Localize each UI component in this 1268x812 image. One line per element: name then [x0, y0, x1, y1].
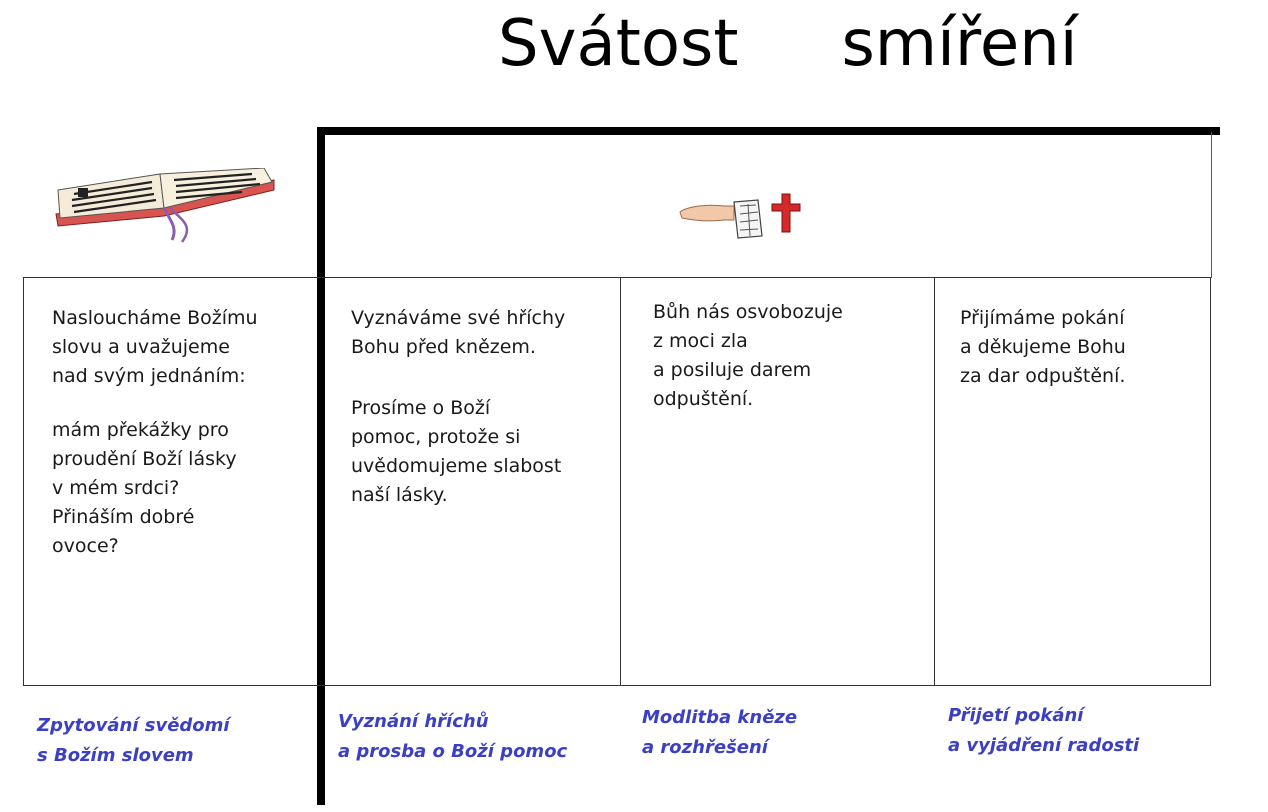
column-divider	[934, 277, 935, 686]
step-4-caption: Přijetí pokání a vyjádření radosti	[948, 705, 1140, 756]
step-2-caption: Vyznání hříchů a prosba o Boží pomoc	[338, 711, 568, 762]
step-2-text-confession: Vyznáváme své hříchy Bohu před knězem.	[351, 307, 566, 358]
priest-hand-icon	[678, 196, 770, 242]
red-cross-icon	[768, 192, 804, 234]
step-1-text-intro: Nasloucháme Božímu slovu a uvažujeme nad svým jednáním:	[52, 307, 258, 387]
step-1-caption: Zpytování svědomí s Božím slovem	[37, 715, 230, 766]
step-3-caption: Modlitba kněze a rozhřešení	[642, 707, 798, 758]
open-bible-icon	[52, 168, 278, 246]
step-3-text: Bůh nás osvobozuje z moci zla a posiluje darem odpuštění.	[653, 301, 843, 410]
page-title: Svátost smíření	[498, 7, 1078, 81]
step-1-text-questions: mám překážky pro proudění Boží lásky v mém srdci? Přináším dobré ovoce?	[52, 419, 237, 557]
column-divider	[620, 277, 621, 686]
step-2-text-prayer: Prosíme o Boží pomoc, protože si uvědomujeme slabost naší lásky.	[351, 397, 562, 506]
frame-top-border	[317, 127, 1220, 135]
step-4-text: Přijímáme pokání a děkujeme Bohu za dar odpuštění.	[960, 307, 1126, 387]
frame-right-border	[1211, 132, 1212, 278]
